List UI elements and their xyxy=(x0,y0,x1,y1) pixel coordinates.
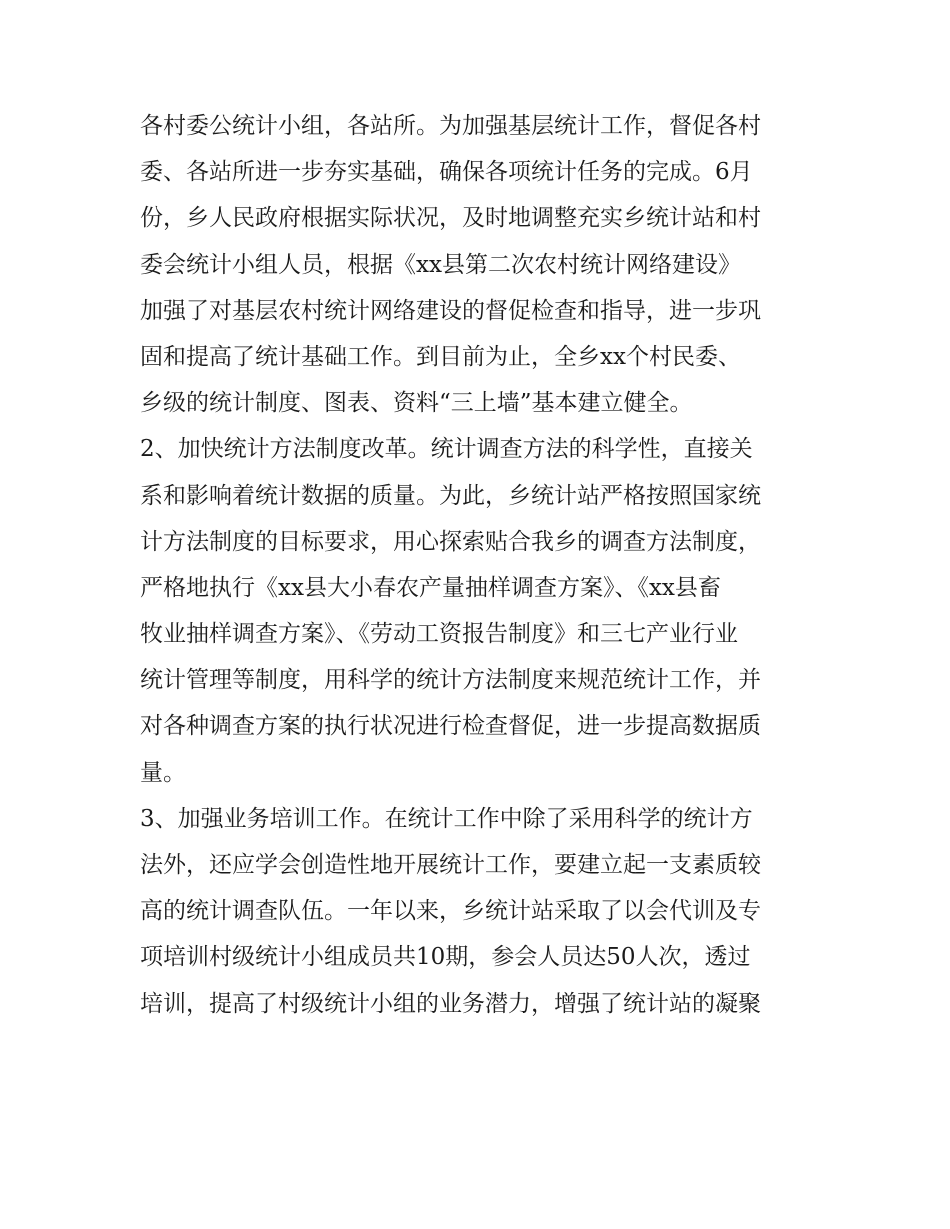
text-line: 系和影响着统计数据的质量。为此，乡统计站严格按照国家统 xyxy=(140,482,761,509)
text-line: 量。 xyxy=(140,759,186,786)
text-line: 项培训村级统计小组成员共10期，参会人员达50人次，透过 xyxy=(140,944,751,971)
text-line: 高的统计调查队伍。一年以来，乡统计站采取了以会代训及专 xyxy=(140,898,761,925)
text-line: 乡级的统计制度、图表、资料“三上墙”基本建立健全。 xyxy=(140,390,693,417)
text-line: 牧业抽样调查方案》、《劳动工资报告制度》和三七产业行业 xyxy=(140,621,738,648)
text-line: 对各种调查方案的执行状况进行检查督促，进一步提高数据质 xyxy=(140,713,761,740)
text-line: 委、各站所进一步夯实基础，确保各项统计任务的完成。6月 xyxy=(140,159,753,186)
text-line: 固和提高了统计基础工作。到目前为止，全乡xx个村民委、 xyxy=(140,343,741,370)
text-line: 培训，提高了村级统计小组的业务潜力，增强了统计站的凝聚 xyxy=(140,990,761,1017)
body-text xyxy=(140,103,820,1027)
text-line: 2、加快统计方法制度改革。统计调查方法的科学性，直接关 xyxy=(140,436,753,463)
text-line: 计方法制度的目标要求，用心探索贴合我乡的调查方法制度， xyxy=(140,528,761,555)
text-line: 委会统计小组人员，根据《xx县第二次农村统计网络建设》 xyxy=(140,251,741,278)
text-line: 严格地执行《xx县大小春农产量抽样调查方案》、《xx县畜 xyxy=(140,574,721,601)
text-line: 份，乡人民政府根据实际状况，及时地调整充实乡统计站和村 xyxy=(140,205,761,232)
text-line: 统计管理等制度，用科学的统计方法制度来规范统计工作，并 xyxy=(140,667,761,694)
text-line: 各村委公统计小组，各站所。为加强基层统计工作，督促各村 xyxy=(140,113,761,139)
text-line: 3、加强业务培训工作。在统计工作中除了采用科学的统计方 xyxy=(140,805,753,832)
text-line: 法外，还应学会创造性地开展统计工作，要建立起一支素质较 xyxy=(140,852,761,878)
text-line: 加强了对基层农村统计网络建设的督促检查和指导，进一步巩 xyxy=(140,297,761,324)
